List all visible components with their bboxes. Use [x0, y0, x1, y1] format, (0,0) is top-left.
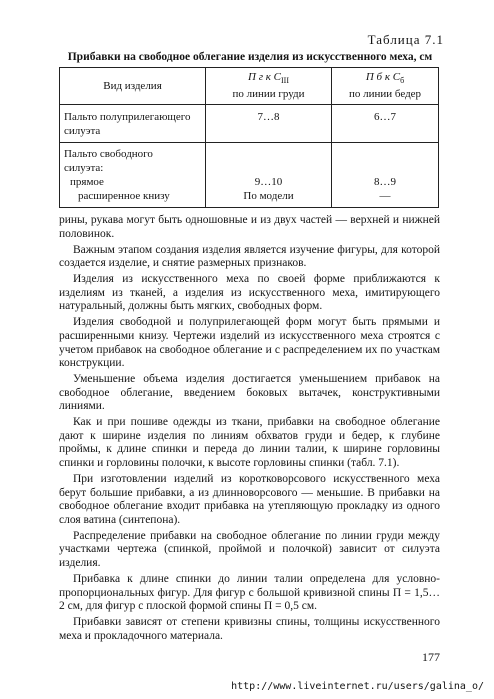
chest-value-cell: 7…8: [206, 105, 332, 143]
body-text: [59, 214, 440, 646]
garment-name-cell: Пальто свободного силуэта: прямое расширенное книзу: [60, 143, 206, 208]
header-hip-line: по линии бедер: [348, 87, 422, 100]
watermark-url: http://www.liveinternet.ru/users/galina_o/: [231, 681, 484, 692]
table-row: [60, 143, 439, 208]
header-garment-type: Вид изделия: [60, 68, 206, 105]
hip-value-cell: 8…9 —: [332, 143, 439, 208]
table-header-row: [60, 68, 439, 105]
paragraph: Прибавка к длине спинки до линии талии определена для условно-пропорциональных фигур. Для фигур с большой кривизной спины П = 1,5…2 см, для фигур с плоской формой спины П = 0,5 см.: [59, 572, 440, 613]
header-hip-subscript: б: [400, 76, 405, 86]
paragraph: Изделия из искусственного меха по своей форме приближаются к изделиям из тканей, а изделия из искусственного меха, имитирующего натуральный, должны быть мягких, свободных форм.: [59, 273, 440, 313]
chest-value-cell: 9…10 По модели: [206, 143, 332, 208]
paragraph: Важным этапом создания изделия является изучение фигуры, для которой создается изделие, и снятие размерных признаков.: [59, 243, 440, 270]
paragraph: Прибавки зависят от степени кривизны спины, толщины искусственного меха и прокладочного материала.: [59, 616, 440, 642]
paragraph: рины, рукава могут быть одношовные и из двух частей — верхней и нижней половинок.: [59, 214, 440, 240]
paragraph: Уменьшение объема изделия достигается уменьшением прибавок на свободное облегание, введением боковых вытачек, конструктивными линиями.: [59, 373, 440, 413]
header-hip-allowance: [332, 68, 439, 105]
table-row: [60, 105, 439, 143]
table-title: Прибавки на свободное облегание изделия из искусственного меха, см: [67, 51, 433, 63]
paragraph: Как и при пошиве одежды из ткани, прибавки на свободное облегание дают к ширине изделия по линиям обхватов груди и бедер, к глубине проймы, к длине спинки и переда до линии талии, к ширине горловины спинки и горловины полочки, к высоте горловины спинки (табл. 7.1).: [59, 416, 440, 470]
table-number: Таблица 7.1: [367, 32, 444, 47]
hip-value-cell: 6…7: [332, 105, 439, 143]
paragraph: При изготовлении изделий из коротковорсового искусственного меха берут большие прибавки, а из длинноворсового — меньшие. В прибавки на свободное облегание входит прибавка на утепляющую прокладку из одного слоя ватина (синтепона).: [59, 473, 440, 526]
page-number: 177: [422, 650, 440, 664]
paragraph: Распределение прибавки на свободное облегание по линии груди между участками чертежа (спинкой, проймой и полочкой) зависит от силуэта изделия.: [59, 529, 440, 569]
header-chest-allowance: [206, 68, 332, 105]
garment-name-cell: Пальто полуприлегающего силуэта: [60, 105, 206, 143]
header-chest-symbol: П г к С: [248, 71, 281, 84]
header-hip-symbol: П б к С: [365, 71, 401, 84]
paragraph: Изделия свободной и полуприлегающей форм могут быть прямыми и расширенными книзу. Чертежи изделий из искусственного меха строятся с учетом прибавок на свободное облегание и с распределением их по участкам конструкции.: [59, 316, 440, 370]
header-chest-line: по линии груди: [232, 87, 305, 100]
subtype-flared: расширенное книзу: [78, 190, 170, 202]
allowance-table: [59, 67, 439, 208]
subtype-straight: прямое: [70, 176, 104, 188]
header-chest-subscript: III: [280, 76, 289, 86]
